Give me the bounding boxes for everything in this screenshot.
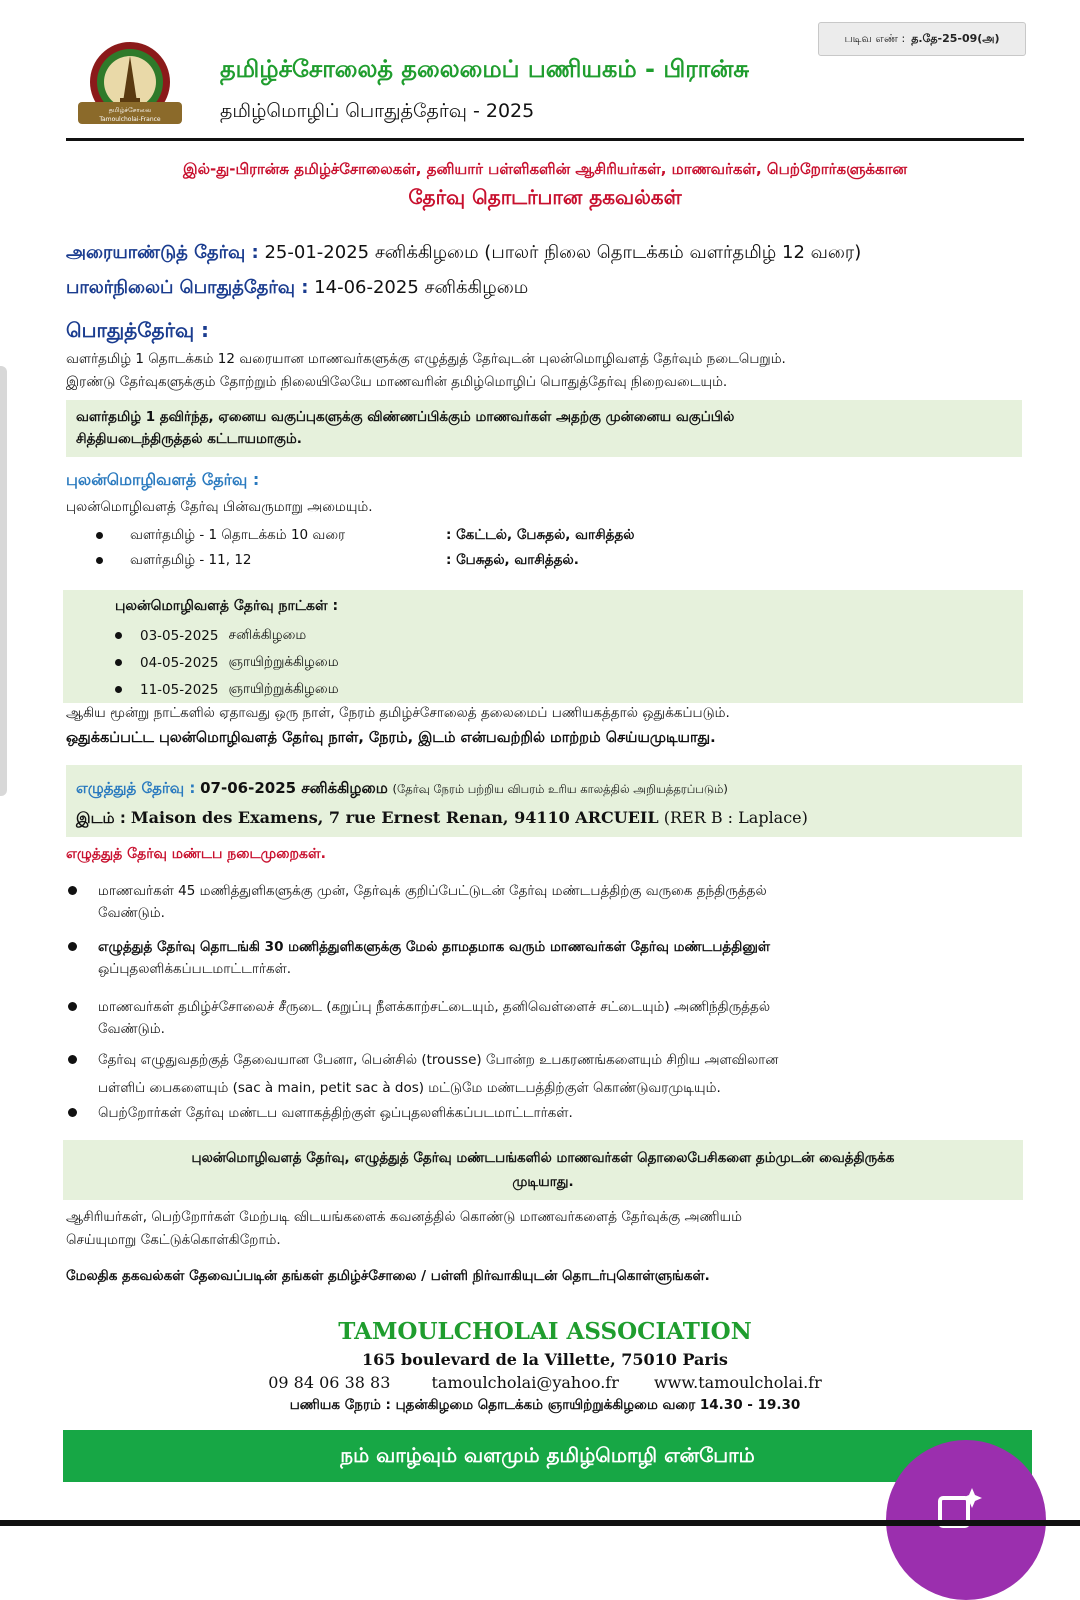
phone-number[interactable]: 09 84 06 38 83	[268, 1373, 391, 1392]
eligibility-note-1: வளர்தமிழ் 1 தவிர்ந்த, ஏனைய வகுப்புகளுக்கு விண்ணப்பிக்கும் மாணவர்கள் அதற்கு முன்னைய வகுப்பில்	[76, 409, 735, 425]
office-hours: பணியக நேரம் : புதன்கிழமை தொடக்கம் ஞாயிற்றுக்கிழமை வரை 14.30 - 19.30	[289, 1397, 801, 1413]
general-line-2: இரண்டு தேர்வுகளுக்கும் தோற்றும் நிலையிலேயே மாணவரின் தமிழ்மொழிப் பொதுத்தேர்வு நிறைவடையும்.	[66, 374, 728, 390]
list-item	[115, 649, 339, 676]
rule-line-1: தேர்வு எழுதுவதற்குத் தேவையான பேனா, பென்சில் (trousse) போன்ற உபகரணங்களையும் சிறிய அளவிலான	[98, 1052, 779, 1068]
eligibility-note-box	[66, 400, 1022, 457]
association-name: TAMOULCHOLAI ASSOCIATION	[338, 1318, 752, 1345]
phone-note-1: புலன்மொழிவளத் தேர்வு, எழுத்துத் தேர்வு மண்டபங்களில் மாணவர்கள் தொலைபேசிகளை தம்முடன் வைத்திருக்க	[191, 1150, 895, 1166]
general-line-1: வளர்தமிழ் 1 தொடக்கம் 12 வரையான மாணவர்களுக்கு எழுத்துத் தேர்வுடன் புலன்மொழிவளத் தேர்வும் நடைபெறும்.	[66, 351, 786, 367]
phone-note-2: முடியாது.	[512, 1174, 574, 1190]
kinder-label: பாலர்நிலைப் பொதுத்தேர்வு :	[66, 277, 309, 298]
bottom-edge-bar	[0, 1520, 1080, 1526]
rule-line-2: ஒப்புதலளிக்கப்படமாட்டார்கள்.	[98, 961, 292, 977]
bullet-icon	[68, 1108, 77, 1117]
bullet-icon	[115, 686, 122, 693]
eligibility-note-2: சித்தியடைந்திருத்தல் கட்டாயமாகும்.	[76, 431, 302, 447]
oral-exam-title: புலன்மொழிவளத் தேர்வு :	[66, 470, 260, 489]
oral-after-1: ஆகிய மூன்று நாட்களில் ஏதாவது ஒரு நாள், நேரம் தமிழ்ச்சோலைத் தலைமைப் பணியகத்தால் ஒதுக்கப்படும்.	[66, 705, 730, 721]
oral-date: 04-05-2025	[140, 654, 219, 671]
slogan-text: நம் வாழ்வும் வளமும் தமிழ்மொழி என்போம்	[340, 1442, 755, 1467]
kinder-value: 14-06-2025 சனிக்கிழமை	[314, 277, 529, 298]
bullet-icon	[115, 632, 122, 639]
oral-intro: புலன்மொழிவளத் தேர்வு பின்வருமாறு அமையும்.	[66, 499, 373, 515]
rules-title: எழுத்துத் தேர்வு மண்டப நடைமுறைகள்.	[66, 846, 326, 862]
list-item	[66, 1046, 1024, 1102]
oral-dates-box	[63, 590, 1023, 703]
oral-day: ஞாயிற்றுக்கிழமை	[228, 653, 339, 670]
rule-line-2: வேண்டும்.	[98, 905, 165, 921]
tamoulcholai-logo	[76, 38, 184, 132]
oral-date: 11-05-2025	[140, 681, 219, 698]
logo-text-bottom: Tamoulcholai-France	[99, 116, 161, 123]
rule-line-2: வேண்டும்.	[98, 1021, 165, 1037]
document-title: தேர்வு தொடர்பான தகவல்கள்	[408, 185, 682, 209]
oral-day: சனிக்கிழமை	[228, 626, 307, 643]
header-divider	[66, 138, 1024, 141]
place-label: இடம் :	[76, 809, 126, 827]
rule-line-2: பள்ளிப் பைகளையும் (sac à main, petit sac à dos) மட்டுமே மண்டபத்திற்குள் கொண்டுவரமுடியும்.	[98, 1080, 721, 1096]
list-item	[66, 880, 1024, 936]
form-number-box	[818, 22, 1026, 56]
written-note: (தேர்வு நேரம் பற்றிய விபரம் உரிய காலத்தில் அறியத்தரப்படும்)	[392, 782, 728, 796]
oral-date: 03-05-2025	[140, 627, 219, 644]
oral-levels-list	[96, 523, 635, 573]
place-address: Maison des Examens, 7 rue Ernest Renan, 94110 ARCUEIL	[130, 808, 659, 827]
prep-line-2: செய்யுமாறு கேட்டுக்கொள்கிறோம்.	[66, 1232, 281, 1248]
rule-line-1: மாணவர்கள் தமிழ்ச்சோலைச் சீருடை (கறுப்பு நீளக்காற்சட்டையும், தனிவெள்ளைச் சட்டையும்) அணிந்திருத்தல்	[98, 999, 771, 1015]
halfyear-exam-line	[66, 242, 861, 265]
oral-skills: : கேட்டல், பேசுதல், வாசித்தல்	[446, 526, 635, 543]
list-item	[96, 523, 635, 548]
oral-day: ஞாயிற்றுக்கிழமை	[228, 680, 339, 697]
oral-skills: : பேசுதல், வாசித்தல்.	[446, 551, 579, 568]
rule-line-1: பெற்றோர்கள் தேர்வு மண்டப வளாகத்திற்குள் ஒப்புதலளிக்கப்படமாட்டார்கள்.	[98, 1105, 573, 1121]
email-link[interactable]: tamoulcholai@yahoo.fr	[431, 1373, 619, 1392]
written-place-line	[76, 808, 808, 829]
website-link[interactable]: www.tamoulcholai.fr	[653, 1373, 822, 1392]
magic-edit-icon	[932, 1482, 992, 1542]
list-item	[115, 676, 339, 703]
oral-dates-title: புலன்மொழிவளத் தேர்வு நாட்கள் :	[115, 598, 339, 614]
kinder-exam-line	[66, 277, 528, 300]
association-contacts	[66, 1373, 1024, 1392]
bullet-icon	[68, 886, 77, 895]
bullet-icon	[68, 1002, 77, 1011]
written-exam-line	[76, 779, 728, 799]
rule-line-1: மாணவர்கள் 45 மணித்துளிகளுக்கு முன், தேர்வுக் குறிப்பேட்டுடன் தேர்வு மண்டபத்திற்கு வருகை தந்திருத்தல்	[98, 883, 767, 899]
side-panel-tab[interactable]	[0, 366, 7, 796]
rules-list	[66, 880, 1024, 1132]
bullet-icon	[68, 1055, 77, 1064]
list-item	[66, 936, 1024, 996]
bullet-icon	[96, 557, 103, 564]
list-item	[66, 1102, 1024, 1132]
place-rer: (RER B : Laplace)	[663, 808, 808, 827]
written-exam-box	[66, 765, 1022, 837]
slogan-banner	[63, 1430, 1032, 1482]
bullet-icon	[96, 532, 103, 539]
oral-level: வளர்தமிழ் - 1 தொடக்கம் 10 வரை	[130, 526, 346, 543]
oral-level: வளர்தமிழ் - 11, 12	[130, 551, 252, 568]
phone-note-box	[63, 1140, 1023, 1200]
logo-text-top: தமிழ்ச்சோலை	[108, 106, 152, 114]
list-item	[115, 622, 339, 649]
list-item	[96, 548, 579, 573]
prep-line-1: ஆசிரியர்கள், பெற்றோர்கள் மேற்படி விடயங்களைக் கவனத்தில் கொண்டு மாணவர்களைத் தேர்வுக்கு அணியம்	[66, 1209, 743, 1225]
list-item	[66, 996, 1024, 1046]
contact-line: மேலதிக தகவல்கள் தேவைப்படின் தங்கள் தமிழ்ச்சோலை / பள்ளி நிர்வாகியுடன் தொடர்புகொள்ளுங்கள்.	[66, 1268, 710, 1284]
org-title: தமிழ்ச்சோலைத் தலைமைப் பணியகம் - பிரான்சு	[220, 55, 750, 83]
general-exam-title: பொதுத்தேர்வு :	[66, 318, 210, 342]
halfyear-label: அரையாண்டுத் தேர்வு :	[66, 242, 259, 263]
bullet-icon	[68, 942, 77, 951]
rule-line-1: எழுத்துத் தேர்வு தொடங்கி 30 மணித்துளிகளுக்கு மேல் தாமதமாக வரும் மாணவர்கள் தேர்வு மண்டபத்தினுள்	[98, 939, 771, 955]
oral-dates-list	[115, 622, 339, 703]
form-number-label: படிவ எண் :	[844, 31, 906, 45]
association-address: 165 boulevard de la Villette, 75010 Paris	[362, 1350, 728, 1369]
written-date: 07-06-2025 சனிக்கிழமை	[200, 779, 388, 797]
bullet-icon	[115, 659, 122, 666]
written-label: எழுத்துத் தேர்வு :	[76, 779, 196, 797]
oral-after-2: ஒதுக்கப்பட்ட புலன்மொழிவளத் தேர்வு நாள், நேரம், இடம் என்பவற்றில் மாற்றம் செய்யமுடியாது.	[66, 730, 716, 746]
exam-subtitle: தமிழ்மொழிப் பொதுத்தேர்வு - 2025	[220, 100, 535, 122]
halfyear-value: 25-01-2025 சனிக்கிழமை (பாலர் நிலை தொடக்கம் வளர்தமிழ் 12 வரை)	[264, 242, 862, 263]
audience-line: இல்-து-பிரான்சு தமிழ்ச்சோலைகள், தனியார் பள்ளிகளின் ஆசிரியர்கள், மாணவர்கள், பெற்றோர்களுக்கான	[182, 160, 907, 178]
form-number-value: த.தே-25-09(அ)	[911, 31, 1000, 45]
